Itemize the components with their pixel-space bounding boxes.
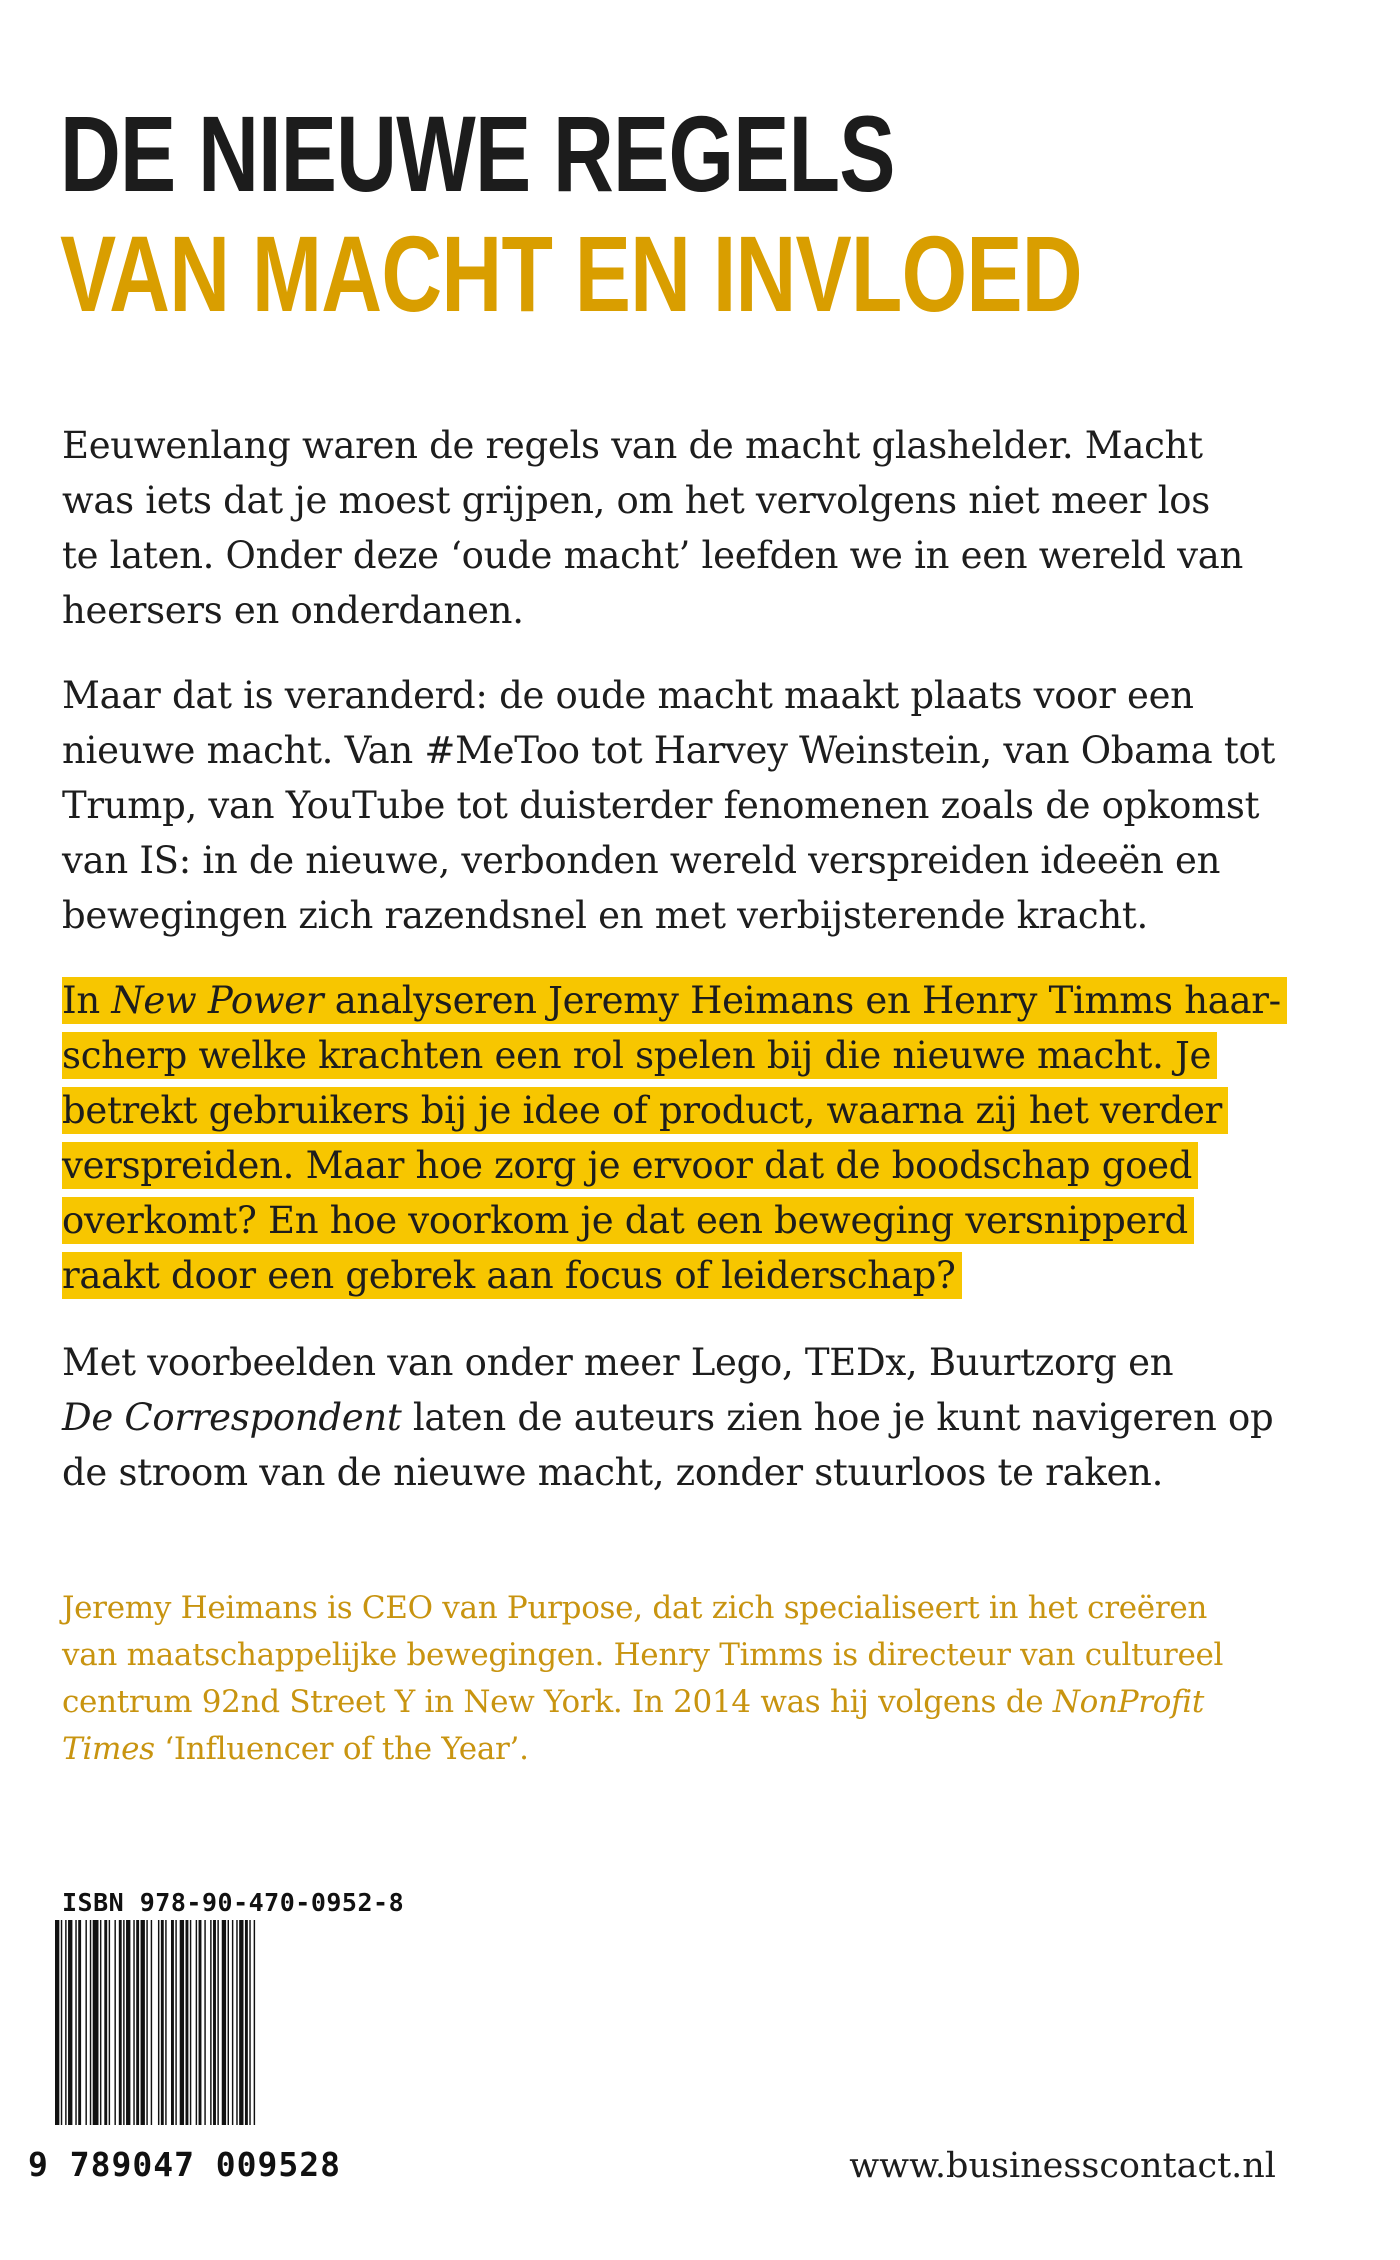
paragraph-examples [62,1335,1332,1500]
highlighted-line [62,1138,1332,1193]
bio-line: Jeremy Heimans is CEO van Purpose, dat zich specialiseert in het creëren [62,1590,1208,1626]
highlighted-line [62,1193,1332,1248]
text-segment: betrekt gebruikers bij je idee of product, waarna zij het verder [62,1087,1228,1134]
text-segment: centrum 92nd Street Y in New York. In 2014 was hij volgens de [62,1684,1053,1720]
publisher-website: www.businesscontact.nl [849,2146,1276,2186]
text-segment: In [62,979,112,1022]
title-line-1: DE NIEUWE REGELS [60,93,895,214]
text-segment: verspreiden. Maar hoe zorg je ervoor dat de boodschap goed [62,1142,1198,1189]
text-line: Maar dat is veranderd: de oude macht maakt plaats voor een [62,674,1194,717]
text-segment: scherp welke krachten een rol spelen bij die nieuwe macht. Je [62,1032,1217,1079]
publication-title: Times [62,1731,155,1767]
paragraph-change [62,668,1332,943]
text-line: bewegingen zich razendsnel en met verbijsterende kracht. [62,894,1148,937]
barcode-icon [55,1920,385,2145]
text-segment: raakt door een gebrek aan focus of leiderschap? [62,1252,962,1299]
highlighted-line [62,1083,1332,1138]
author-bio [62,1585,1223,1773]
text-line: van IS: in de nieuwe, verbonden wereld verspreiden ideeën en [62,839,1221,882]
barcode-digits: 9 789047 009528 [28,2145,342,2184]
paragraph-highlighted [62,973,1332,1303]
paragraph-intro [62,418,1332,638]
bio-line [62,1679,1223,1726]
text-line [62,1390,1332,1445]
text-line: Trump, van YouTube tot duisterder fenomenen zoals de opkomst [62,784,1260,827]
isbn-label: ISBN 978-90-470-0952-8 [62,1888,405,1917]
text-segment: ‘Influencer of the Year’. [154,1731,529,1767]
bio-line [62,1726,1223,1773]
highlighted-line [62,1028,1332,1083]
text-line: Eeuwenlang waren de regels van de macht glashelder. Macht [62,424,1203,467]
highlighted-line [62,973,1332,1028]
text-line: te laten. Onder deze ‘oude macht’ leefden we in een wereld van [62,534,1244,577]
bio-line: van maatschappelijke bewegingen. Henry Timms is directeur van cultureel [62,1637,1224,1673]
highlighted-line [62,1248,1332,1303]
book-title-new-power: New Power [111,979,324,1022]
text-line: nieuwe macht. Van #MeToo tot Harvey Weinstein, van Obama tot [62,729,1275,772]
publication-title: NonProfit [1052,1684,1205,1720]
publication-title: De Correspondent [62,1396,402,1439]
text-segment: analyseren Jeremy Heimans en Henry Timms haar- [323,979,1281,1022]
text-line: heersers en onderdanen. [62,589,524,632]
text-segment: overkomt? En hoe voorkom je dat een beweging versnipperd [62,1197,1194,1244]
text-line: Met voorbeelden van onder meer Lego, TEDx, Buurtzorg en [62,1341,1174,1384]
text-line: was iets dat je moest grijpen, om het vervolgens niet meer los [62,479,1210,522]
title-line-2: VAN MACHT EN INVLOED [60,213,1082,334]
text-line: de stroom van de nieuwe macht, zonder stuurloos te raken. [62,1451,1164,1494]
text-segment: laten de auteurs zien hoe je kunt navigeren op [401,1396,1274,1439]
